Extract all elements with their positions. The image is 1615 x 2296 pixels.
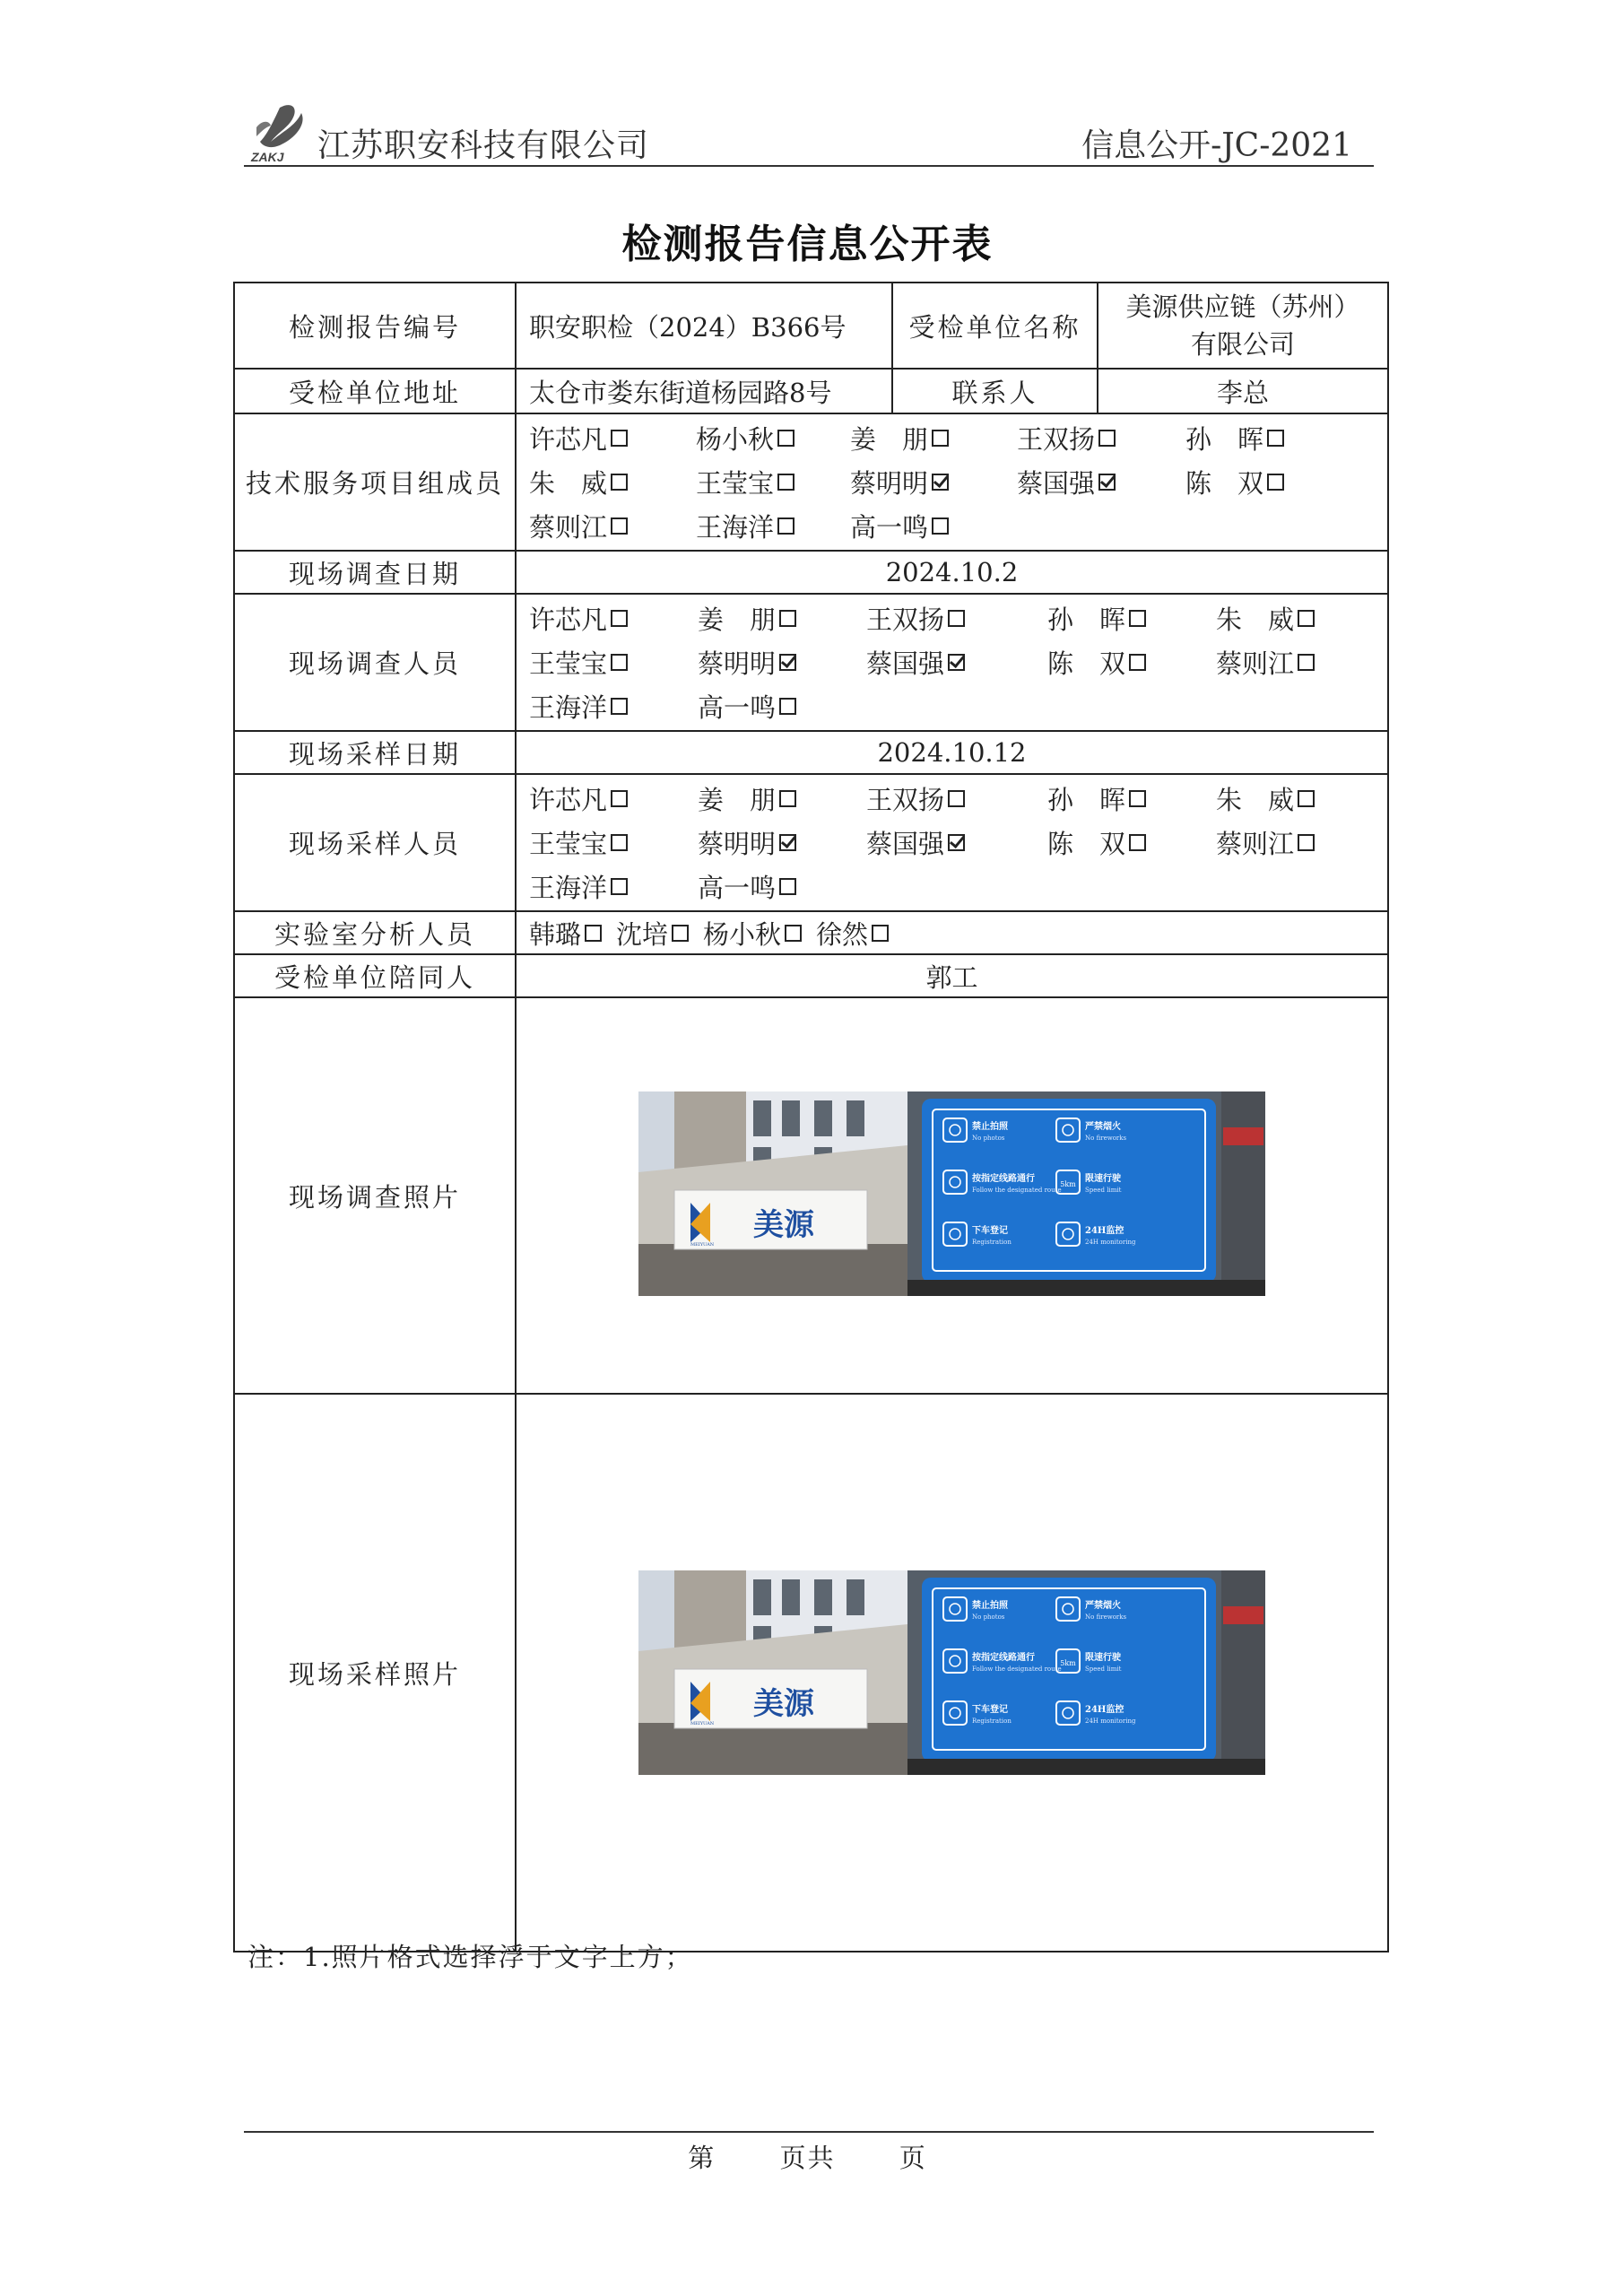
checked-checkbox-icon[interactable]	[948, 654, 965, 671]
svg-text:Speed limit: Speed limit	[1085, 1665, 1122, 1673]
member-item	[866, 780, 1047, 817]
member-item	[529, 420, 696, 457]
footnote: 注：1.照片格式选择浮于文字上方；	[247, 1942, 693, 1972]
survey-date-value: 2024.10.2	[516, 551, 1388, 594]
svg-text:24H monitoring: 24H monitoring	[1085, 1239, 1136, 1246]
table-row	[234, 997, 1388, 1394]
svg-text:MEIYUAN: MEIYUAN	[690, 1242, 715, 1248]
company-name: 江苏职安科技有限公司	[317, 127, 650, 164]
unchecked-checkbox-icon[interactable]	[785, 925, 802, 942]
address-value: 太仓市娄东街道杨园路8号	[516, 369, 892, 413]
member-name: 蔡明明	[698, 829, 777, 859]
escort-label: 受检单位陪同人	[234, 954, 516, 997]
member-item	[529, 868, 698, 905]
checked-checkbox-icon[interactable]	[1098, 474, 1116, 491]
tech-members-list	[524, 414, 1380, 550]
checked-checkbox-icon[interactable]	[779, 834, 796, 851]
member-name: 蔡国强	[866, 648, 945, 679]
svg-text:No photos: No photos	[972, 1135, 1005, 1142]
member-name: 许芯凡	[529, 604, 608, 635]
svg-text:禁止拍照: 禁止拍照	[972, 1122, 1008, 1132]
table-row	[234, 911, 1388, 954]
checked-checkbox-icon[interactable]	[779, 654, 796, 671]
logo-text: ZAKJ	[251, 150, 284, 164]
member-name: 孙 晖	[1047, 604, 1126, 635]
unchecked-checkbox-icon[interactable]	[1129, 610, 1146, 627]
unchecked-checkbox-icon[interactable]	[932, 517, 949, 535]
tech-members-label: 技术服务项目组成员	[234, 413, 516, 551]
footer-page-word: 第	[688, 2143, 716, 2173]
member-item	[850, 508, 1017, 544]
member-name: 陈 双	[1047, 648, 1126, 679]
member-name: 王莹宝	[529, 829, 608, 859]
sampling-photo-label: 现场采样照片	[234, 1394, 516, 1952]
table-row	[234, 594, 1388, 731]
svg-text:严禁烟火: 严禁烟火	[1085, 1122, 1121, 1132]
unchecked-checkbox-icon[interactable]	[611, 834, 628, 851]
unchecked-checkbox-icon[interactable]	[779, 790, 796, 807]
unchecked-checkbox-icon[interactable]	[779, 878, 796, 895]
document-code: 信息公开-JC-2021	[1081, 127, 1352, 164]
survey-staff-cell	[516, 594, 1388, 731]
page-title: 检测报告信息公开表	[621, 222, 994, 267]
contact-value: 李总	[1098, 369, 1388, 413]
unchecked-checkbox-icon[interactable]	[611, 698, 628, 715]
member-name: 蔡则江	[529, 512, 608, 543]
table-row	[234, 731, 1388, 774]
member-name: 蔡明明	[850, 468, 929, 499]
member-item	[850, 420, 1017, 457]
survey-photo-label: 现场调查照片	[234, 997, 516, 1394]
unchecked-checkbox-icon[interactable]	[779, 698, 796, 715]
report-no-label: 检测报告编号	[234, 283, 516, 369]
member-name: 王莹宝	[696, 468, 775, 499]
table-row	[234, 369, 1388, 413]
member-name: 蔡国强	[866, 829, 945, 859]
svg-text:Follow the designated route: Follow the designated route	[972, 1187, 1062, 1194]
sampling-photo-cell	[516, 1394, 1388, 1952]
svg-text:Follow the designated route: Follow the designated route	[972, 1665, 1062, 1673]
member-name: 王莹宝	[529, 648, 608, 679]
member-item	[696, 420, 850, 457]
contact-label: 联系人	[892, 369, 1098, 413]
unchecked-checkbox-icon[interactable]	[948, 790, 965, 807]
member-name: 朱 威	[529, 468, 608, 499]
survey-staff-list	[524, 595, 1380, 730]
escort-value: 郭工	[516, 954, 1388, 997]
lab-staff-label: 实验室分析人员	[234, 911, 516, 954]
unchecked-checkbox-icon[interactable]	[932, 430, 949, 447]
member-item	[1216, 600, 1359, 637]
member-item	[698, 600, 866, 637]
checked-checkbox-icon[interactable]	[932, 474, 949, 491]
table-row	[234, 413, 1388, 551]
member-name: 王双扬	[866, 604, 945, 635]
unchecked-checkbox-icon[interactable]	[611, 474, 628, 491]
member-name: 蔡明明	[698, 648, 777, 679]
svg-text:严禁烟火: 严禁烟火	[1085, 1601, 1121, 1611]
table-row	[234, 954, 1388, 997]
svg-text:美源: 美源	[753, 1686, 814, 1722]
unchecked-checkbox-icon[interactable]	[1298, 610, 1315, 627]
member-name: 许芯凡	[529, 424, 608, 455]
member-item	[529, 644, 698, 681]
member-item	[1216, 780, 1359, 817]
svg-text:No photos: No photos	[972, 1613, 1005, 1621]
svg-text:Speed limit: Speed limit	[1085, 1187, 1122, 1194]
member-item	[866, 600, 1047, 637]
unchecked-checkbox-icon[interactable]	[611, 878, 628, 895]
svg-text:下车登记: 下车登记	[972, 1226, 1008, 1236]
unchecked-checkbox-icon[interactable]	[611, 517, 628, 535]
member-name: 杨小秋	[703, 918, 782, 950]
footer-page-total: 页共	[779, 2143, 836, 2173]
svg-text:按指定线路通行: 按指定线路通行	[972, 1174, 1035, 1184]
svg-text:24H monitoring: 24H monitoring	[1085, 1718, 1136, 1725]
member-name: 沈培	[616, 918, 669, 950]
member-item	[866, 824, 1047, 861]
tech-members-cell	[516, 413, 1388, 551]
member-item	[529, 688, 698, 725]
member-item	[529, 600, 698, 637]
svg-text:下车登记: 下车登记	[972, 1705, 1008, 1715]
lab-staff-cell	[516, 911, 1388, 954]
member-name: 蔡国强	[1017, 468, 1096, 499]
member-name: 王海洋	[529, 873, 608, 903]
unchecked-checkbox-icon[interactable]	[585, 925, 602, 942]
member-item	[696, 464, 850, 500]
table-row	[234, 1394, 1388, 1952]
survey-photo-cell	[516, 997, 1388, 1394]
member-item	[698, 824, 866, 861]
member-item	[703, 915, 802, 952]
unchecked-checkbox-icon[interactable]	[777, 474, 794, 491]
svg-text:Registration: Registration	[972, 1239, 1012, 1246]
member-item	[1216, 824, 1359, 861]
member-item	[1185, 464, 1329, 500]
svg-text:限速行驶: 限速行驶	[1085, 1174, 1121, 1184]
survey-staff-label: 现场调查人员	[234, 594, 516, 731]
member-name: 王海洋	[696, 512, 775, 543]
member-item	[529, 780, 698, 817]
unchecked-checkbox-icon[interactable]	[777, 517, 794, 535]
member-name: 孙 晖	[1185, 424, 1264, 455]
unchecked-checkbox-icon[interactable]	[1298, 834, 1315, 851]
member-name: 孙 晖	[1047, 785, 1126, 815]
page-header	[244, 100, 1374, 167]
page-footer	[0, 2138, 1615, 2175]
member-item	[1017, 420, 1185, 457]
report-no-value: 职安职检（2024）B366号	[516, 283, 892, 369]
footer-divider	[244, 2131, 1374, 2133]
unchecked-checkbox-icon[interactable]	[611, 430, 628, 447]
member-item	[698, 688, 866, 725]
member-name: 蔡则江	[1216, 829, 1295, 859]
member-item	[1017, 464, 1185, 500]
unchecked-checkbox-icon[interactable]	[1129, 834, 1146, 851]
member-name: 姜 朋	[698, 785, 777, 815]
unit-name-label: 受检单位名称	[892, 283, 1098, 369]
member-item	[698, 780, 866, 817]
svg-text:5km: 5km	[1060, 1659, 1076, 1667]
member-name: 王双扬	[866, 785, 945, 815]
table-row	[234, 283, 1388, 369]
unchecked-checkbox-icon[interactable]	[1298, 654, 1315, 671]
member-item	[529, 824, 698, 861]
member-name: 王海洋	[529, 692, 608, 723]
member-name: 杨小秋	[696, 424, 775, 455]
member-item	[816, 915, 889, 952]
table-row	[234, 774, 1388, 911]
member-item	[529, 508, 696, 544]
table-row	[234, 551, 1388, 594]
lab-staff-list	[529, 915, 1380, 952]
svg-text:5km: 5km	[1060, 1180, 1076, 1188]
unchecked-checkbox-icon[interactable]	[779, 610, 796, 627]
unchecked-checkbox-icon[interactable]	[672, 925, 689, 942]
member-item	[1047, 600, 1216, 637]
svg-text:MEIYUAN: MEIYUAN	[690, 1721, 715, 1726]
address-label: 受检单位地址	[234, 369, 516, 413]
member-item	[529, 915, 602, 952]
unchecked-checkbox-icon[interactable]	[872, 925, 889, 942]
survey-date-label: 现场调查日期	[234, 551, 516, 594]
unit-name-value	[1098, 283, 1388, 369]
unchecked-checkbox-icon[interactable]	[948, 610, 965, 627]
svg-text:Registration: Registration	[972, 1718, 1012, 1725]
member-name: 王双扬	[1017, 424, 1096, 455]
member-name: 朱 威	[1216, 785, 1295, 815]
svg-text:按指定线路通行: 按指定线路通行	[972, 1653, 1035, 1663]
member-item	[698, 644, 866, 681]
member-name: 陈 双	[1047, 829, 1126, 859]
sampling-photo	[638, 1570, 1265, 1775]
member-item	[866, 644, 1047, 681]
unchecked-checkbox-icon[interactable]	[1267, 430, 1284, 447]
svg-text:24H监控: 24H监控	[1085, 1705, 1124, 1715]
survey-photo	[638, 1091, 1265, 1296]
member-name: 韩璐	[529, 918, 582, 950]
sampling-date-value: 2024.10.12	[516, 731, 1388, 774]
sampling-staff-list	[524, 775, 1380, 910]
svg-text:禁止拍照: 禁止拍照	[972, 1601, 1008, 1611]
member-name: 高一鸣	[698, 692, 777, 723]
report-info-table	[233, 282, 1389, 1952]
member-name: 高一鸣	[698, 873, 777, 903]
svg-text:No fireworks: No fireworks	[1085, 1613, 1127, 1621]
checked-checkbox-icon[interactable]	[948, 834, 965, 851]
member-name: 姜 朋	[698, 604, 777, 635]
sampling-date-label: 现场采样日期	[234, 731, 516, 774]
member-item	[698, 868, 866, 905]
member-name: 朱 威	[1216, 604, 1295, 635]
member-item	[529, 464, 696, 500]
member-item	[850, 464, 1017, 500]
unchecked-checkbox-icon[interactable]	[777, 430, 794, 447]
unchecked-checkbox-icon[interactable]	[611, 654, 628, 671]
unit-name-line2: 有限公司	[1190, 329, 1295, 360]
sampling-staff-label: 现场采样人员	[234, 774, 516, 911]
member-item	[696, 508, 850, 544]
member-item	[1185, 420, 1329, 457]
unchecked-checkbox-icon[interactable]	[1267, 474, 1284, 491]
svg-text:美源: 美源	[753, 1207, 814, 1243]
member-name: 徐然	[816, 918, 869, 950]
unit-name-line1: 美源供应链（苏州）	[1125, 291, 1360, 322]
member-name: 蔡则江	[1216, 648, 1295, 679]
member-name: 许芯凡	[529, 785, 608, 815]
svg-text:No fireworks: No fireworks	[1085, 1135, 1127, 1142]
unchecked-checkbox-icon[interactable]	[1098, 430, 1116, 447]
svg-text:24H监控: 24H监控	[1085, 1226, 1124, 1236]
unchecked-checkbox-icon[interactable]	[1298, 790, 1315, 807]
member-name: 高一鸣	[850, 512, 929, 543]
member-item	[1216, 644, 1359, 681]
unchecked-checkbox-icon[interactable]	[611, 610, 628, 627]
svg-text:限速行驶: 限速行驶	[1085, 1653, 1121, 1663]
unchecked-checkbox-icon[interactable]	[1129, 654, 1146, 671]
unchecked-checkbox-icon[interactable]	[1129, 790, 1146, 807]
member-name: 陈 双	[1185, 468, 1264, 499]
member-item	[1047, 824, 1216, 861]
sampling-staff-cell	[516, 774, 1388, 911]
footer-page-end: 页	[899, 2143, 927, 2173]
member-item	[1047, 644, 1216, 681]
unchecked-checkbox-icon[interactable]	[611, 790, 628, 807]
member-item	[616, 915, 689, 952]
member-name: 姜 朋	[850, 424, 929, 455]
member-item	[1047, 780, 1216, 817]
